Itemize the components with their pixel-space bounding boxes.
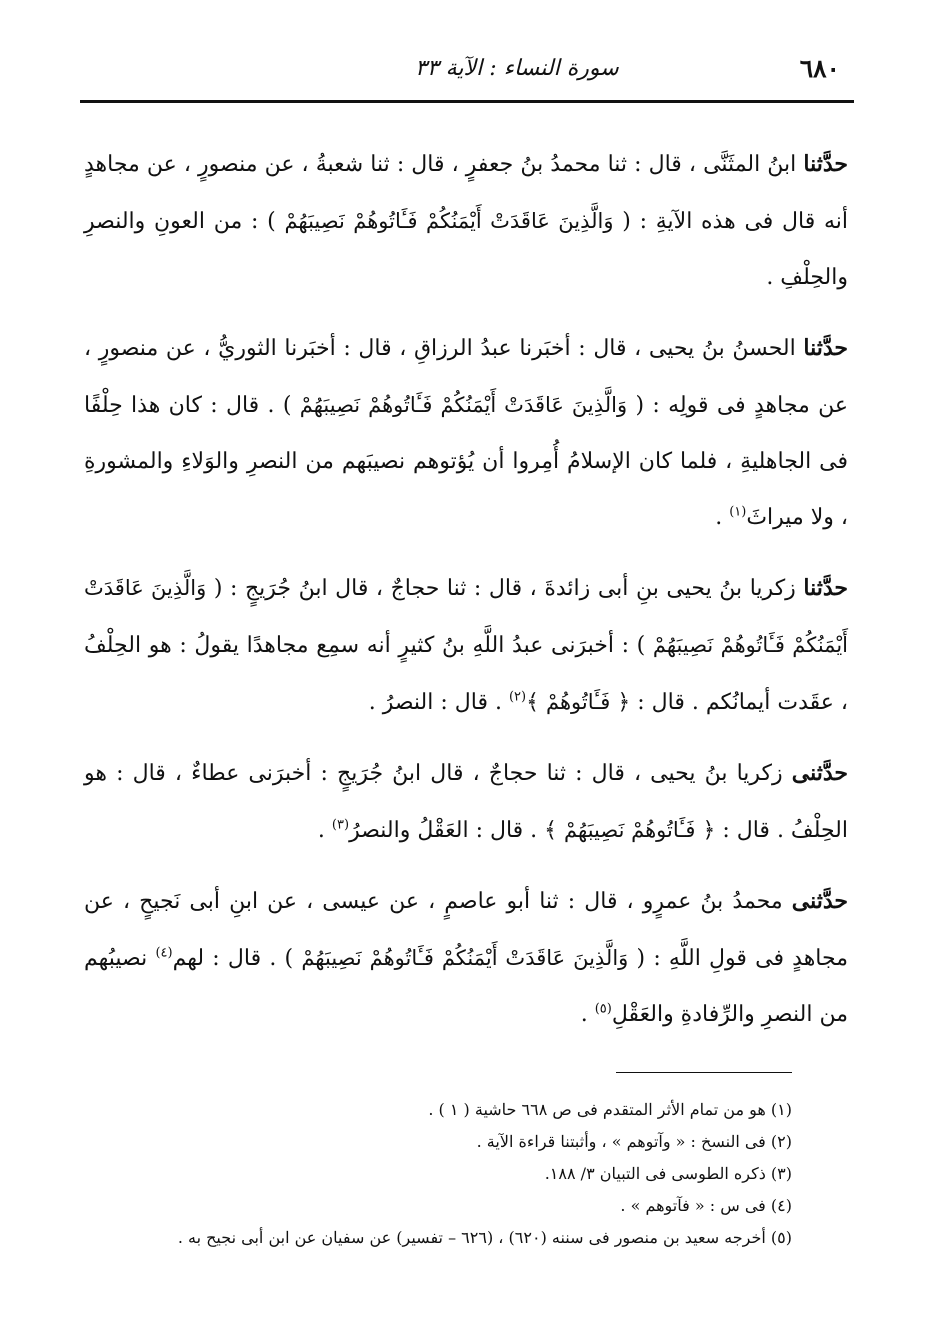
quran-quote: فَـَٔاتُوهُمْ نَصِيبَهُمْ (564, 818, 696, 842)
running-head: سورة النساء : الآية ٣٣ (415, 55, 619, 81)
text-segment: ) : من العونِ والنصرِ والحِلْفِ . (84, 209, 848, 290)
text-segment: ابنُ المثَنَّى ، قال : ثنا محمدُ بنُ جعفرٍ ، قال : ثنا شعبةُ ، عن منصورٍ ، عن مجاهدٍ أنه قال فى هذه الآيةِ : ( (84, 152, 848, 234)
text-segment: ﴾ (526, 690, 539, 715)
text-segment: ) : أخبرَنى عبدُ اللَّهِ بنُ كثيرٍ أنه سمِع مجاهدًا يقولُ : هو الحِلْفُ ، عقَدت أيمانُكم . قال : ﴿ (84, 633, 848, 715)
main-text (84, 136, 848, 1057)
footnotes (84, 1094, 792, 1254)
footnote: (١) هو من تمام الأثر المتقدم فى ص ٦٦٨ حاشية ( ١ ) . (428, 1100, 792, 1119)
hadith-lead: حدَّثنى (791, 888, 848, 914)
text-segment: زكريا بنُ يحيى بنِ أبى زائدةَ ، قال : ثنا حجاجٌ ، قال ابنُ جُرَيجٍ : ( (213, 576, 796, 601)
paragraph-1 (84, 136, 848, 306)
text-segment: زكريا بنُ يحيى ، قال : ثنا حجاجٌ ، قال ابنُ جُرَيجٍ : أخبرَنى عطاءٌ ، قال : هو الحِلْفُ . قال : ﴿ (84, 761, 848, 843)
paragraph-3 (84, 560, 848, 731)
paragraph-4 (84, 745, 848, 859)
text-segment: . (317, 818, 332, 843)
footnote: (٢) فى النسخ : « وآتوهم » ، وأثبتنا قراءة الآية . (476, 1132, 792, 1151)
footnote-reference: (٣) (331, 817, 350, 833)
text-segment: . قال : النصرُ . (368, 690, 509, 715)
quran-quote: وَالَّذِينَ عَاقَدَتْ أَيْمَنُكُمْ فَـَٔاتُوهُمْ نَصِيبَهُمْ (84, 576, 848, 657)
footnote: (٥) أخرجه سعيد بن منصور فى سننه (٦٢٠) ، (٦٢٦ – تفسير) عن سفيان عن ابن أبى نجيح به . (177, 1228, 792, 1247)
text-segment: محمدُ بنُ عمرٍو ، قال : ثنا أبو عاصمٍ ، عن عيسى ، عن ابنِ أبى نَجيحٍ ، عن مجاهدٍ فى قولِ اللَّهِ : ( (84, 889, 848, 971)
page-number: ٦٨٠ (799, 53, 840, 83)
hadith-lead: حدَّثنا (803, 151, 848, 177)
quran-quote: وَالَّذِينَ عَاقَدَتْ أَيْمَنُكُمْ فَـَٔاتُوهُمْ نَصِيبَهُمْ (301, 946, 629, 970)
hadith-lead: حدَّثنى (791, 760, 848, 786)
footnote-rule (616, 1072, 792, 1073)
text-segment: نصيبُهم من النصرِ والرِّفادةِ والعَقْلِ (84, 946, 848, 1027)
quran-quote: وَالَّذِينَ عَاقَدَتْ أَيْمَنُكُمْ فَـَٔاتُوهُمْ نَصِيبَهُمْ (299, 393, 628, 417)
header-rule (80, 100, 854, 103)
text-segment: ﴾ . قال : العَقْلُ والنصرُ (349, 818, 558, 843)
text-segment: ) . قال : كان هذا حِلْفًا فى الجاهليةِ ، فلما كان الإسلامُ أُمِروا أن يُؤتوهم نصيبَهم من النصرِ والوَلاءِ والمشورةِ ، ولا ميراثَ (84, 393, 848, 530)
text-segment: . (580, 1002, 595, 1027)
text-segment: ) . قال : لهم (172, 946, 294, 971)
footnote: (٣) ذكره الطوسى فى التبيان ٣/ ١٨٨. (544, 1164, 792, 1183)
paragraph-5 (84, 873, 848, 1043)
text-segment: . (715, 505, 730, 530)
quran-quote: فَـَٔاتُوهُمْ (546, 690, 611, 714)
page-header (80, 48, 854, 88)
hadith-lead: حدَّثنا (803, 575, 848, 601)
footnote: (٤) فى س : « فآتوهم » . (620, 1196, 792, 1215)
quran-quote: وَالَّذِينَ عَاقَدَتْ أَيْمَنُكُمْ فَـَٔاتُوهُمْ نَصِيبَهُمْ (284, 209, 614, 233)
text-segment: الحسنُ بنُ يحيى ، قال : أخبَرنا عبدُ الرزاقِ ، قال : أخبَرنا الثوريُّ ، عن منصورٍ ، عن مجاهدٍ فى قولِه : ( (84, 336, 849, 418)
footnote-reference: (٥) (594, 1001, 612, 1017)
hadith-lead: حدَّثنا (803, 335, 848, 361)
footnote-reference: (١) (729, 504, 747, 520)
paragraph-2 (84, 320, 848, 546)
footnote-reference: (٤) (155, 945, 173, 961)
footnote-reference: (٢) (508, 689, 527, 705)
